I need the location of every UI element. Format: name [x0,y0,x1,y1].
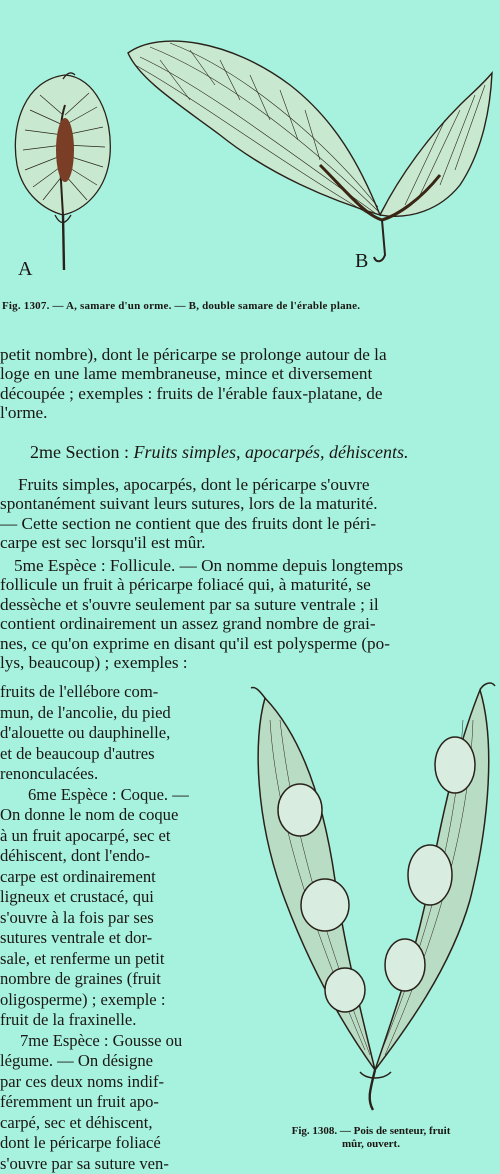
text-line: s'ouvre par sa suture ven- [0,1154,189,1174]
text-line: l'orme. [0,403,387,422]
text-line: découpée ; exemples : fruits de l'érable faux-platane, de [0,384,387,403]
paragraph-samara-description [0,345,387,423]
paragraph-section-intro [0,475,378,553]
column-text [0,682,189,1174]
section-title: Fruits simples, apocarpés, déhiscents. [133,442,408,462]
text-line: On donne le nom de coque [0,805,189,826]
text-line: dont le péricarpe foliacé [0,1133,189,1154]
text-line: renonculacées. [0,764,189,785]
text-line: nombre de graines (fruit [0,969,189,990]
text-line: à un fruit apocarpé, sec et [0,826,189,847]
text-line: sutures ventrale et dor- [0,928,189,949]
text-line: légume. — On désigne [0,1051,189,1072]
section-prefix: 2me Section : [30,442,133,462]
figure-label-b: B [355,250,368,273]
figure-1308-caption [242,1125,500,1151]
text-line: carpe est ordinairement [0,867,189,888]
elm-samara-illustration [5,65,120,280]
text-line: déhiscent, dont l'endo- [0,846,189,867]
text-line: 7me Espèce : Gousse ou [0,1031,189,1052]
text-line: petit nombre), dont le péricarpe se prolonge autour de la [0,345,387,364]
text-line: s'ouvre à la fois par ses [0,908,189,929]
text-line: féremment un fruit apo- [0,1092,189,1113]
text-line: follicule un fruit à péricarpe foliacé qui, à maturité, se [0,575,403,594]
text-line: 5me Espèce : Follicule. — On nomme depuis longtemps [0,556,403,575]
text-line: nes, ce qu'on exprime en disant qu'il est polysperme (po- [0,634,403,653]
text-line: loge en une lame membraneuse, mince et diversement [0,364,387,383]
text-line: fruits de l'ellébore com- [0,682,189,703]
text-line: contient ordinairement un assez grand nombre de grai- [0,614,403,633]
text-line: ligneux et crustacé, qui [0,887,189,908]
text-line: lys, beaucoup) ; exemples : [0,653,403,672]
text-line: sale, et renferme un petit [0,949,189,970]
text-line: 6me Espèce : Coque. — [0,785,189,806]
text-line: carpé, sec et déhiscent, [0,1113,189,1134]
text-line: mun, de l'ancolie, du pied [0,703,189,724]
caption-line: mûr, ouvert. [242,1138,500,1151]
text-line: et de beaucoup d'autres [0,744,189,765]
text-line: spontanément suivant leurs sutures, lors de la maturité. [0,494,378,513]
text-line: — Cette section ne contient que des fruits dont le péri- [0,514,378,533]
caption-line: Fig. 1308. — Pois de senteur, fruit [242,1125,500,1138]
text-line: par ces deux noms indif- [0,1072,189,1093]
text-line: oligosperme) ; exemple : [0,990,189,1011]
pea-pod-illustration [245,680,500,1120]
maple-samara-illustration [120,15,500,285]
text-line: d'alouette ou dauphinelle, [0,723,189,744]
paragraph-follicule [0,556,403,672]
figure-label-a: A [18,258,32,281]
section-heading [30,442,408,463]
text-line: fruit de la fraxinelle. [0,1010,189,1031]
text-line: Fruits simples, apocarpés, dont le péricarpe s'ouvre [0,475,378,494]
figure-1307-caption: Fig. 1307. — A, samare d'un orme. — B, double samare de l'érable plane. [2,300,360,312]
text-line: dessèche et s'ouvre seulement par sa suture ventrale ; il [0,595,403,614]
text-line: carpe est sec lorsqu'il est mûr. [0,533,378,552]
